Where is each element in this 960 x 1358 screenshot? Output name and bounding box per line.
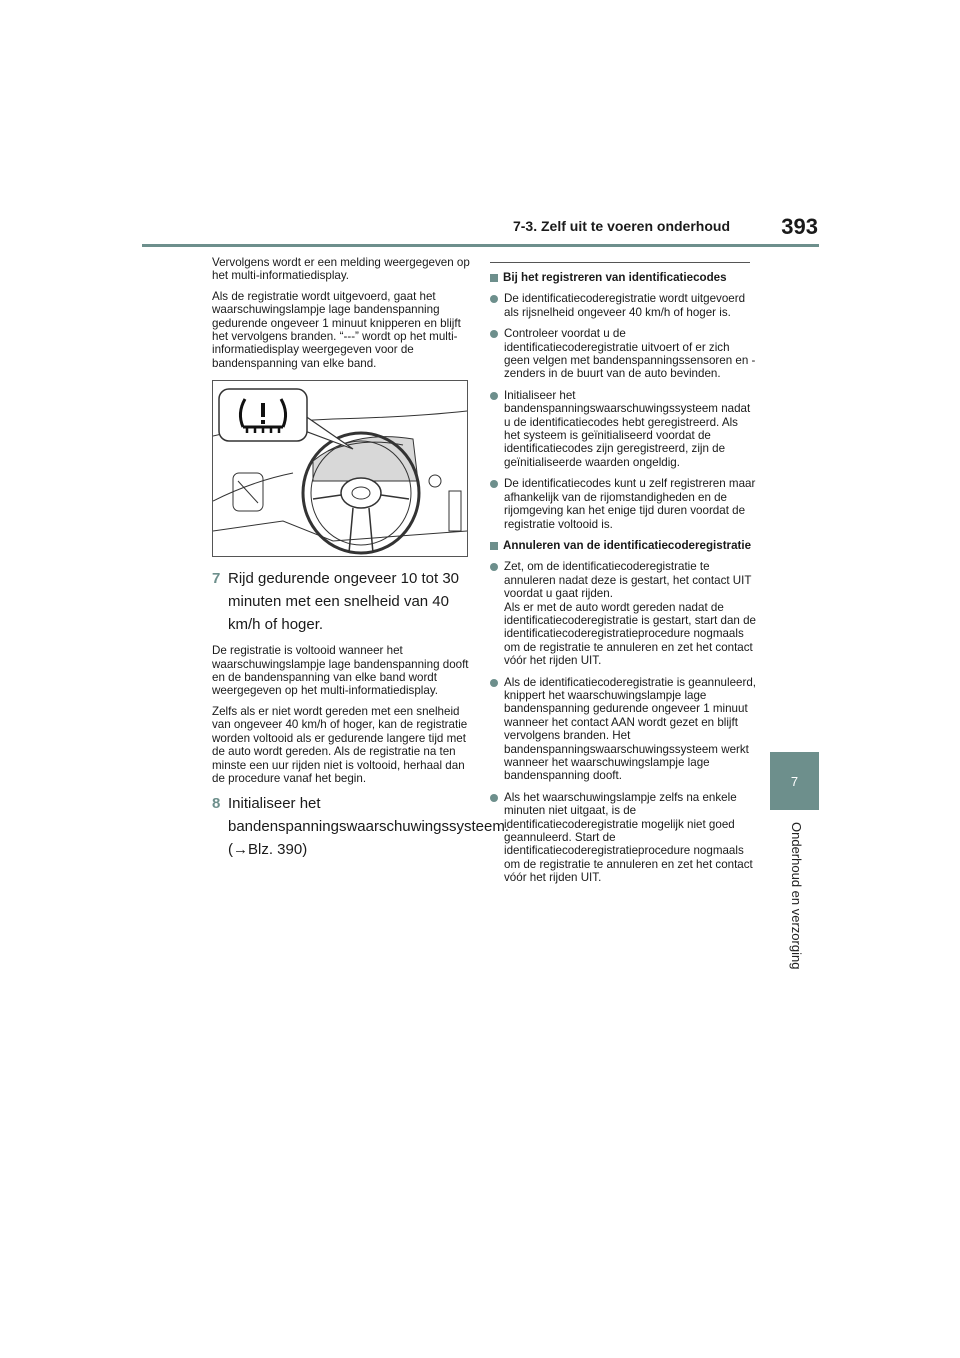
paragraph: Zelfs als er niet wordt gereden met een snelheid van ongeveer 40 km/h of hoger, kan de registratie worden voltooid als er gedurende langere tijd met de auto wordt gereden. Als de registratie na ten minste een uur rijden niet is voltooid, herhaal dan de procedure vanaf het begin. bbox=[212, 704, 468, 785]
bullet-text: Zet, om de identificatiecoderegistratie te annuleren nadat deze is gestart, het contact UIT voordat u gaat rijden. Als er met de auto wordt gereden nadat de identificatiecoderegistratie is gestart, start dan de identificatiecoderegistratieprocedure nogmaals om de registratie te annuleren en zet het contact vóór het rijden UIT. bbox=[504, 560, 756, 668]
round-bullet-icon bbox=[490, 295, 498, 303]
right-column bbox=[490, 262, 756, 893]
bullet-text: Controleer voordat u de identificatiecoderegistratie uitvoert of er zich geen velgen met bandenspanningssensoren en -zenders in de buurt van de auto bevinden. bbox=[504, 327, 756, 381]
bullet-text: De identificatiecodes kunt u zelf registreren maar afhankelijk van de rijomstandigheden en de rijomgeving kan het enige tijd duren voordat de registratie voltooid is. bbox=[504, 477, 756, 531]
paragraph: Als de registratie wordt uitgevoerd, gaat het waarschuwingslampje lage bandenspanning gedurende ongeveer 1 minuut knipperen en blijft het vervolgens branden. “---” wordt op het multi-informatiedisplay weergegeven voor de bandenspanning van elke band. bbox=[212, 289, 461, 370]
tire-pressure-warning-icon bbox=[235, 395, 291, 437]
square-bullet-icon bbox=[490, 274, 498, 282]
dashboard-illustration bbox=[212, 380, 468, 557]
page-number: 393 bbox=[781, 214, 818, 239]
page-reference[interactable]: (→Blz. 390) bbox=[228, 841, 308, 859]
bullet-item bbox=[490, 389, 756, 469]
step-number: 7 bbox=[212, 570, 221, 588]
bullet-item bbox=[490, 477, 756, 531]
round-bullet-icon bbox=[490, 794, 498, 802]
square-bullet-icon bbox=[490, 542, 498, 550]
subheading bbox=[490, 539, 756, 552]
step-8 bbox=[212, 792, 510, 861]
round-bullet-icon bbox=[490, 679, 498, 687]
step-text: Rijd gedurende ongeveer 10 tot 30 minuten met een snelheid van 40 km/h of hoger. bbox=[228, 570, 460, 634]
header-divider bbox=[142, 244, 819, 247]
step-7 bbox=[212, 567, 470, 636]
round-bullet-icon bbox=[490, 480, 498, 488]
bullet-text: Als het waarschuwingslampje zelfs na enkele minuten niet uitgaat, is de identificatiecoderegistratie mogelijk niet goed geannuleerd. Start de identificatiecoderegistratieprocedure nogmaals om de registratie te annuleren en zet het contact vóór het rijden UIT. bbox=[504, 790, 753, 885]
round-bullet-icon bbox=[490, 330, 498, 338]
bullet-item bbox=[490, 292, 756, 319]
step-number: 8 bbox=[212, 795, 221, 813]
subheading-text: Bij het registreren van identificatiecodes bbox=[503, 271, 727, 284]
section-title: 7-3. Zelf uit te voeren onderhoud bbox=[512, 218, 730, 234]
round-bullet-icon bbox=[490, 563, 498, 571]
bullet-text: De identificatiecoderegistratie wordt uitgevoerd als rijsnelheid ongeveer 40 km/h of hoger is. bbox=[504, 292, 746, 319]
paragraph: De registratie is voltooid wanneer het waarschuwingslampje lage bandenspanning dooft en de bandenspanning van elke band wordt weergegeven op het multi-informatiedisplay. bbox=[212, 644, 469, 698]
left-column bbox=[212, 256, 510, 869]
bullet-text: Initialiseer het bandenspanningswaarschuwingssysteem nadat u de identificatiecodes hebt geregistreerd. Als het systeem is geïnitialiseerd voordat de identificatiecodes zijn geregistreerd, zijn de geïnitialiseerde waarden ongeldig. bbox=[504, 388, 751, 469]
chapter-number: 7 bbox=[790, 773, 799, 789]
section-divider bbox=[490, 262, 750, 263]
step-text bbox=[228, 792, 509, 861]
paragraph: Vervolgens wordt er een melding weergegeven op het multi-informatiedisplay. bbox=[212, 256, 470, 283]
bullet-item bbox=[490, 676, 756, 783]
bullet-item bbox=[490, 560, 756, 667]
subheading bbox=[490, 271, 756, 284]
bullet-text: Als de identificatiecoderegistratie is geannuleerd, knippert het waarschuwingslampje lage bandenspanning gedurende ongeveer 1 minuut wanneer het contact AAN wordt gezet en blijft vervolgens branden. Het bandenspanningswaarschuwingssysteem werkt wanneer het waarschuwingslampje lage bandenspanning dooft. bbox=[504, 675, 756, 783]
bullet-item bbox=[490, 327, 756, 381]
round-bullet-icon bbox=[490, 392, 498, 400]
chapter-tab bbox=[770, 752, 819, 810]
chapter-label: Onderhoud en verzorging bbox=[789, 822, 804, 970]
bullet-item bbox=[490, 791, 756, 885]
subheading-text: Annuleren van de identificatiecoderegistratie bbox=[503, 538, 752, 552]
step-text-main: Initialiseer het bandenspanningswaarschuwingssysteem. bbox=[228, 795, 510, 836]
